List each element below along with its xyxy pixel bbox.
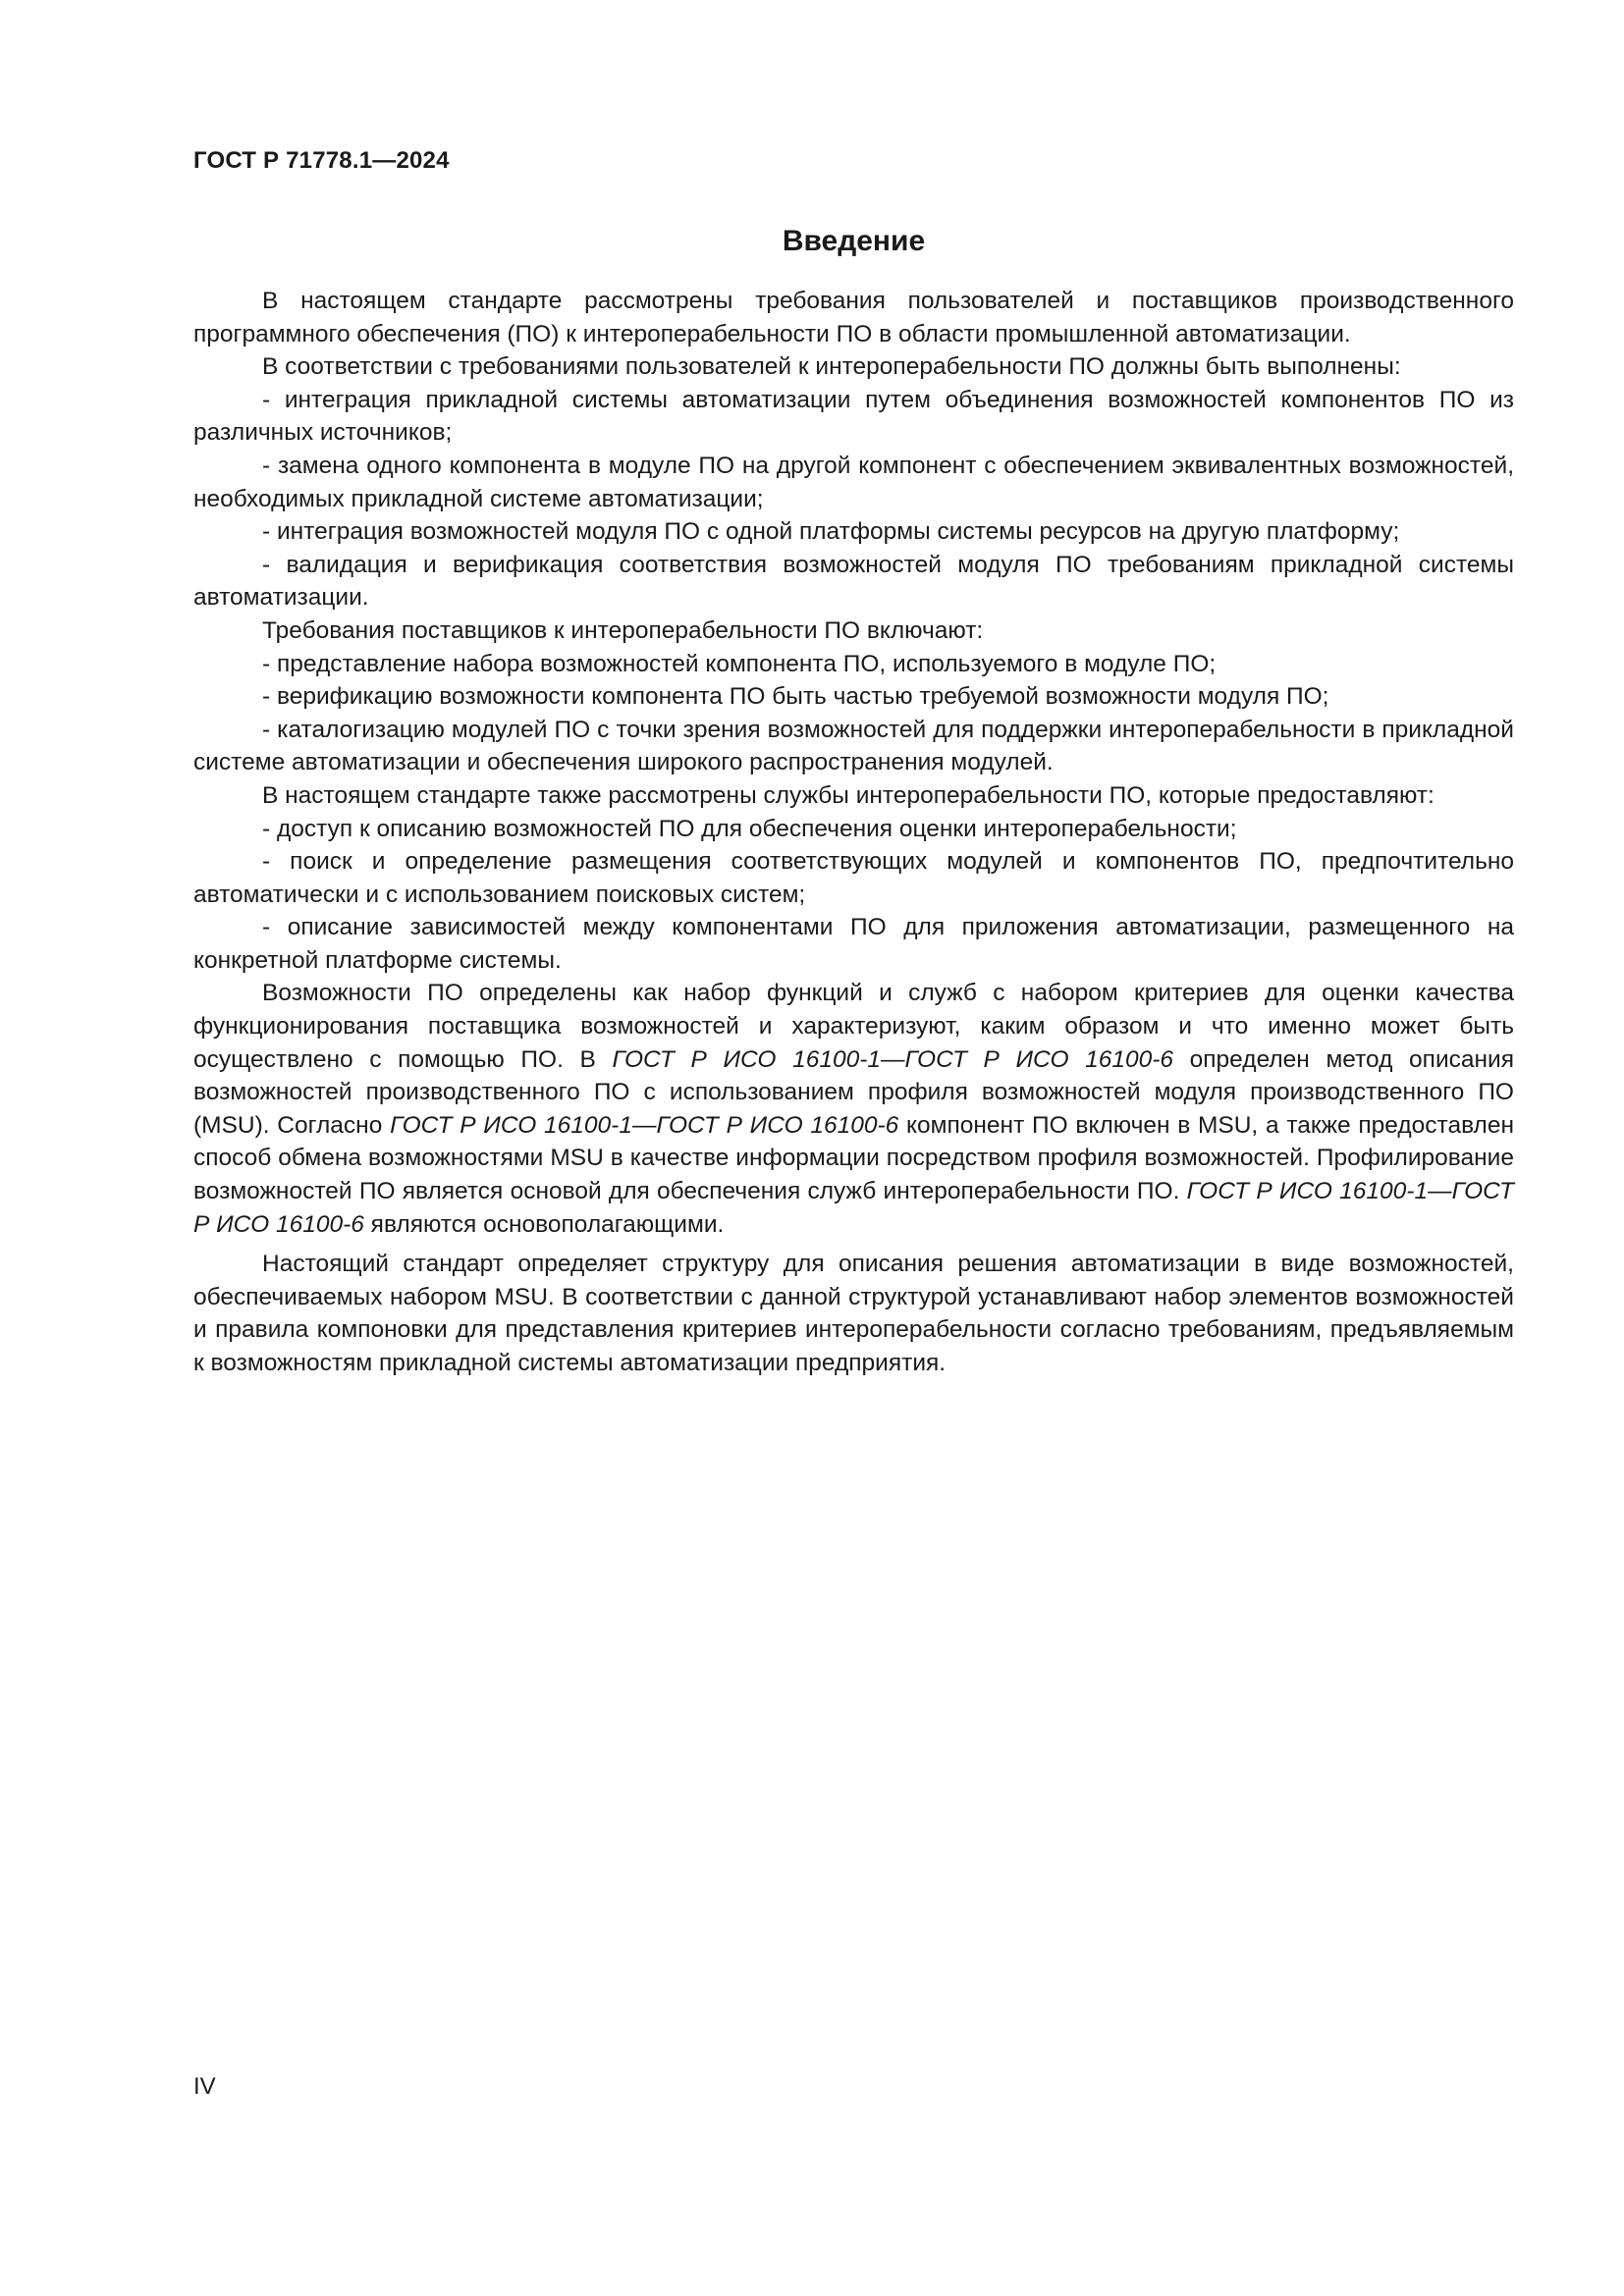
capabilities-text: Возможности ПО определены как набор функций и служб с набором критериев для оценки качества функционирования поставщика возможностей и характеризуют, каким образом и что именно может быть осуществлено с помощью ПО. В [193, 980, 1514, 1073]
service-item: - поиск и определение размещения соответствующих модулей и компонентов ПО, предпочтительно автоматически и с использованием поисковых систем; [193, 848, 1514, 908]
standard-reference: ГОСТ Р ИСО 16100-1—ГОСТ Р ИСО 16100-6 [390, 1111, 899, 1139]
service-item: - доступ к описанию возможностей ПО для обеспечения оценки интероперабельности; [262, 815, 1237, 842]
user-requirement-item: - интеграция прикладной системы автоматизации путем объединения возможностей компонентов ПО из различных источников; [193, 386, 1514, 447]
supplier-requirement-item: - верификацию возможности компонента ПО быть частью требуемой возможности модуля ПО; [262, 683, 1329, 711]
supplier-requirement-item: - представление набора возможностей компонента ПО, используемого в модуле ПО; [262, 650, 1217, 677]
structure-paragraph: Настоящий стандарт определяет структуру для описания решения автоматизации в виде возможностей, обеспечиваемых набором MSU. В соответствии с данной структурой устанавливают набор элементов возможностей и правила компоновки для представления критериев интероперабельности согласно требованиям, предъявляемым к возможностям прикладной системы автоматизации предприятия. [193, 1251, 1514, 1376]
intro-paragraph: В настоящем стандарте рассмотрены требования пользователей и поставщиков производственного программного обеспечения (ПО) к интероперабельности ПО в области промышленной автоматизации. [193, 288, 1514, 347]
page-number: IV [193, 2073, 216, 2100]
user-requirement-item: - замена одного компонента в модуле ПО на другой компонент с обеспечением эквивалентных возможностей, необходимых прикладной системе автоматизации; [193, 452, 1514, 512]
capabilities-text: компонент ПО включен в MSU, а также предоставлен способ обмена возможностями MSU в качестве информации посредством профиля возможностей. Профилирование возможностей ПО является основой для обеспечения служб интероперабельности ПО. [193, 1111, 1514, 1205]
user-requirement-item: - валидация и верификация соответствия возможностей модуля ПО требованиям прикладной системы автоматизации. [193, 551, 1514, 612]
user-requirements-intro: В соответствии с требованиями пользователей к интероперабельности ПО должны быть выполнены: [262, 353, 1401, 381]
supplier-requirements-intro: Требования поставщиков к интероперабельности ПО включают: [262, 616, 984, 644]
section-title: Введение [782, 225, 926, 257]
service-item: - описание зависимостей между компонентами ПО для приложения автоматизации, размещенного на конкретной платформе системы. [193, 914, 1514, 974]
capabilities-paragraph [193, 977, 1514, 1241]
user-requirement-item: - интеграция возможностей модуля ПО с одной платформы системы ресурсов на другую платформу; [262, 518, 1400, 546]
standard-reference: ГОСТ Р ИСО 16100-1—ГОСТ Р ИСО 16100-6 [612, 1045, 1174, 1073]
section-body [193, 285, 1514, 1380]
capabilities-text: определен метод описания возможностей производственного ПО с использованием профиля возможностей модуля производственного ПО (MSU). Согласно [193, 1045, 1514, 1139]
document-id: ГОСТ Р 71778.1—2024 [193, 147, 450, 174]
supplier-requirement-item: - каталогизацию модулей ПО с точки зрения возможностей для поддержки интероперабельности в прикладной системе автоматизации и обеспечения широкого распространения модулей. [193, 716, 1514, 776]
standard-reference: ГОСТ Р ИСО 16100-1—ГОСТ Р ИСО 16100-6 [193, 1178, 1514, 1238]
services-intro: В настоящем стандарте также рассмотрены службы интероперабельности ПО, которые предоставляют: [262, 781, 1435, 809]
capabilities-text: являются основополагающими. [363, 1210, 725, 1238]
